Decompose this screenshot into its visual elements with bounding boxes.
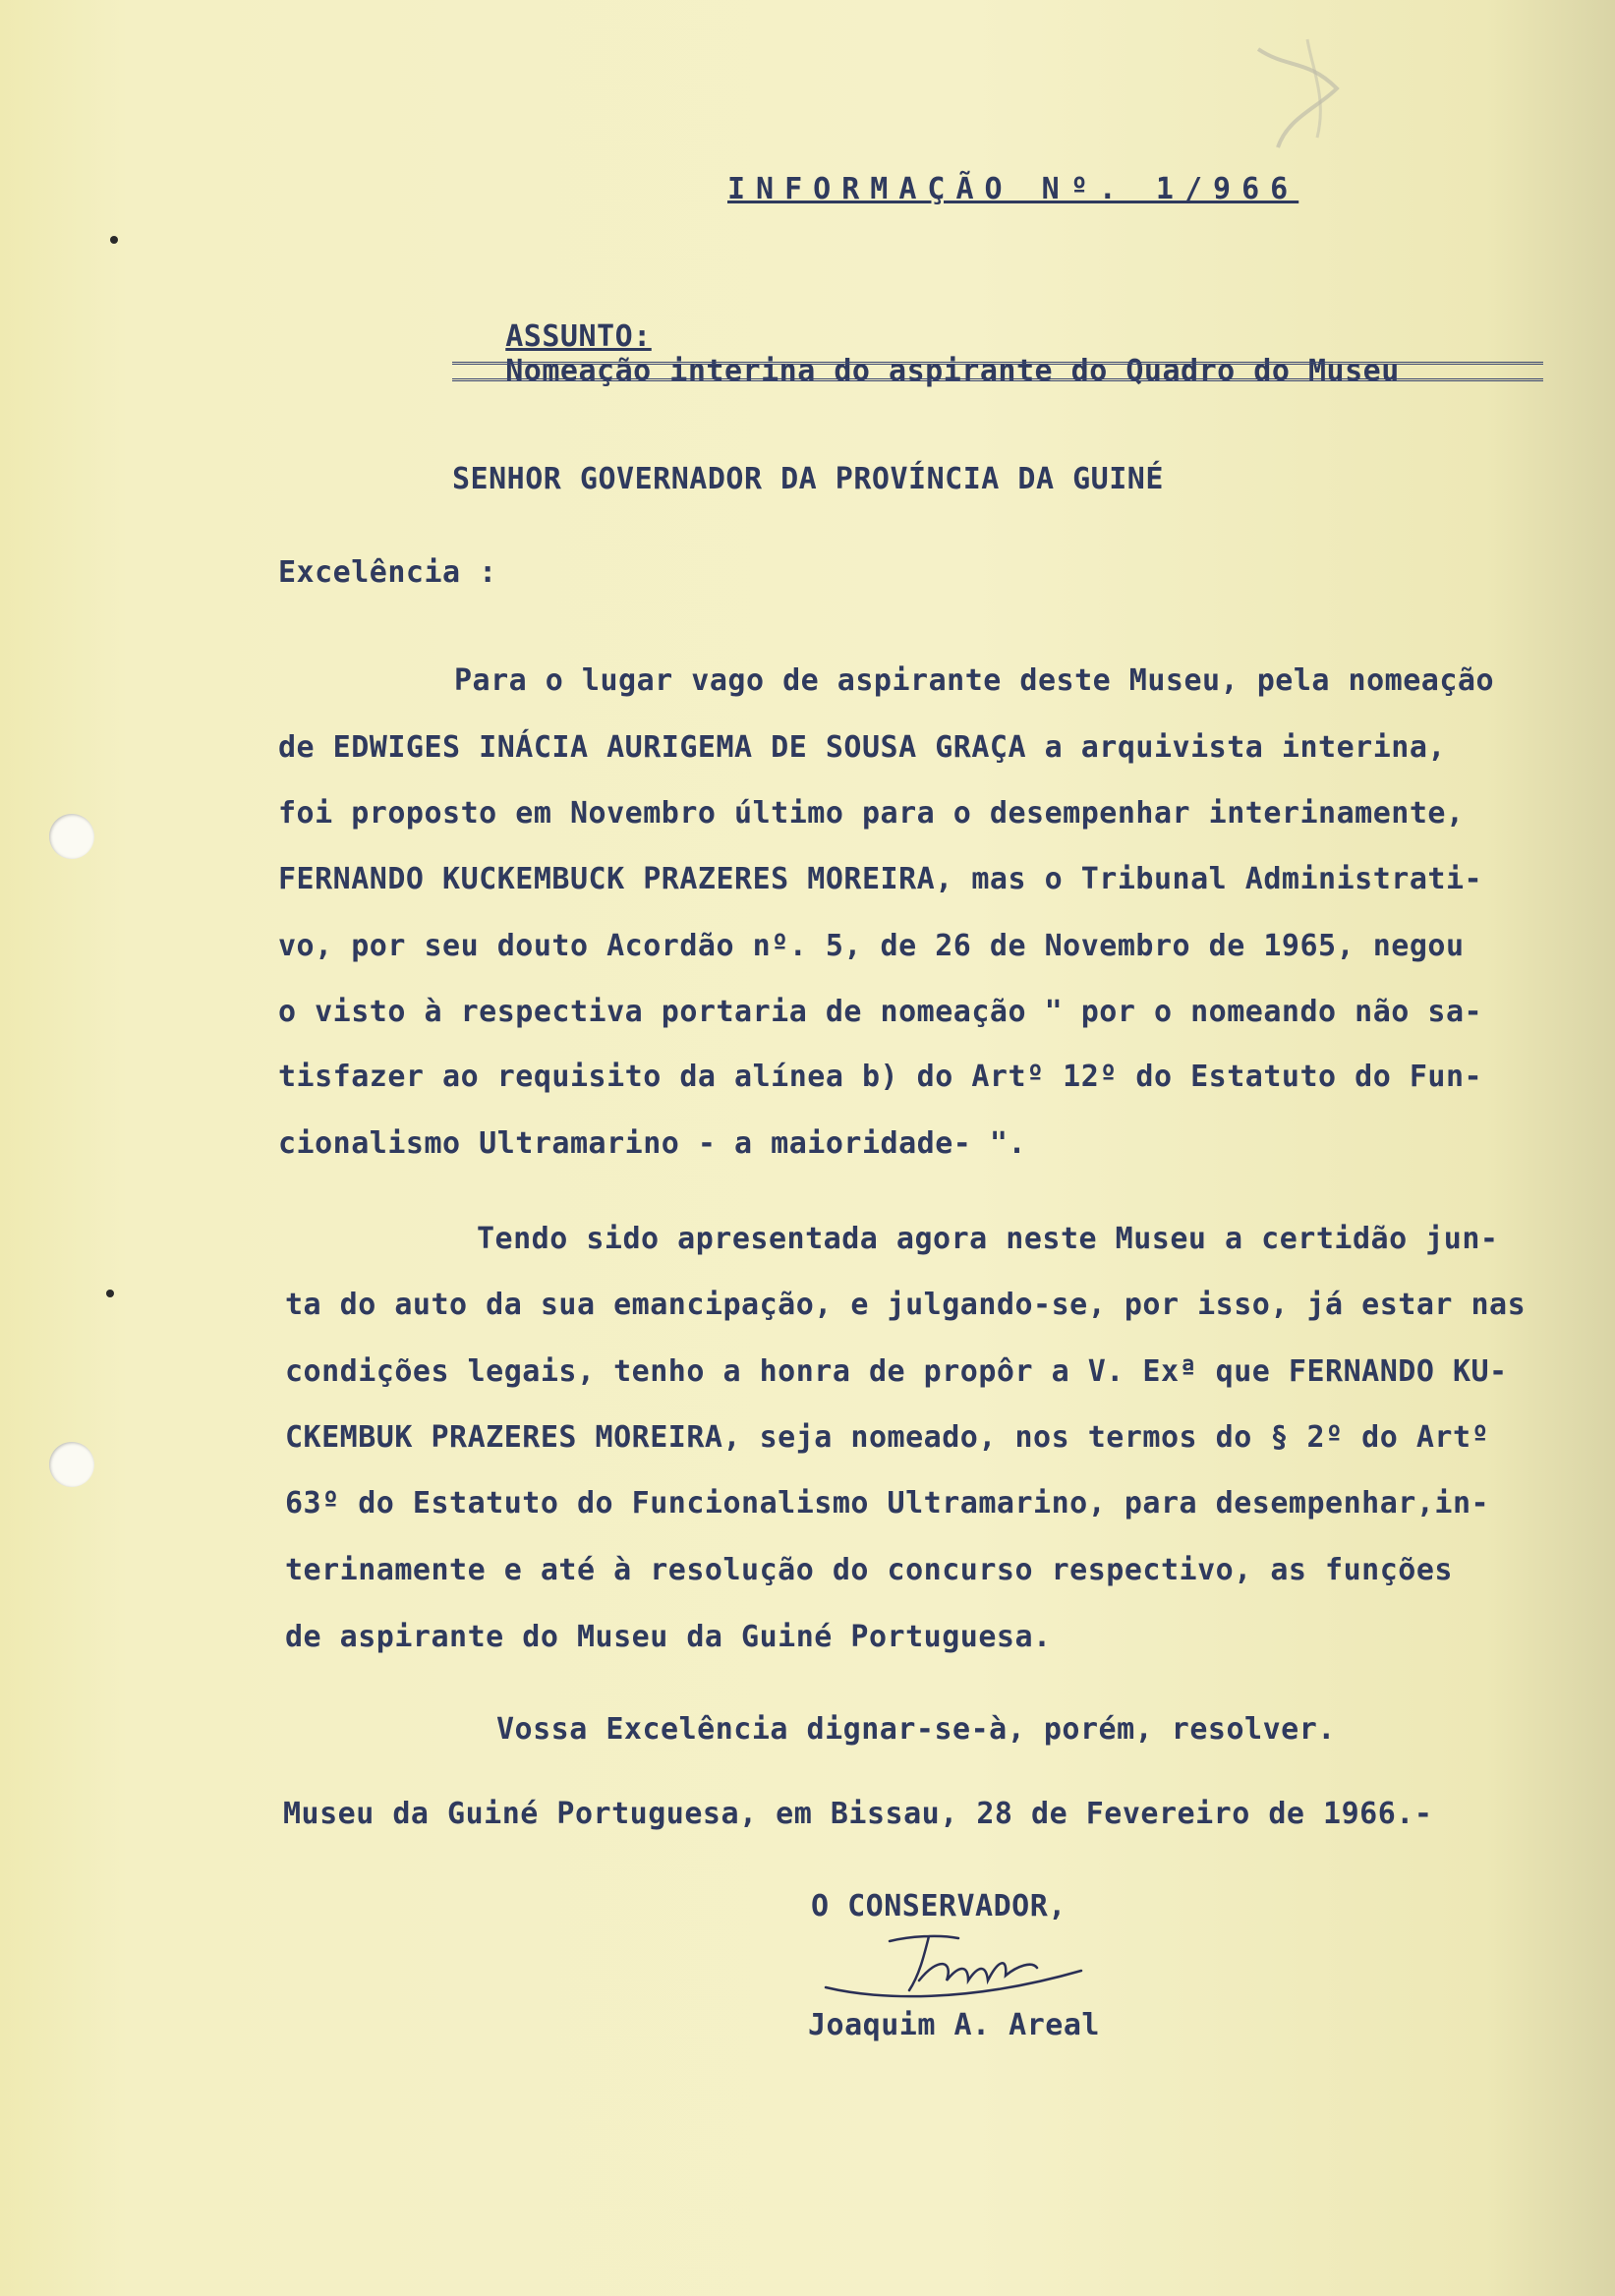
document-title: INFORMAÇÃO Nº. 1/966: [727, 172, 1299, 206]
body-line: Para o lugar vago de aspirante deste Museu, pela nomeação: [454, 663, 1495, 698]
body-line: terinamente e até à resolução do concurso respectivo, as funções: [285, 1553, 1453, 1587]
body-line: cionalismo Ultramarino - a maioridade- ".: [278, 1126, 1027, 1161]
closing-line: Vossa Excelência dignar-se-à, porém, resolver.: [496, 1712, 1336, 1747]
body-line: tisfazer ao requisito da alínea b) do Artº 12º do Estatuto do Fun-: [278, 1060, 1483, 1094]
faded-stamp-mark: [1219, 29, 1396, 167]
ink-dot: [110, 236, 118, 244]
body-line: Tendo sido apresentada agora neste Museu a certidão jun-: [477, 1222, 1499, 1256]
punch-hole-top: [49, 814, 94, 859]
body-line: 63º do Estatuto do Funcionalismo Ultramarino, para desempenhar,in-: [285, 1486, 1490, 1521]
body-line: o visto à respectiva portaria de nomeação " por o nomeando não sa-: [278, 995, 1483, 1029]
punch-hole-bottom: [49, 1442, 94, 1487]
body-line: de aspirante do Museu da Guiné Portuguesa.: [285, 1620, 1052, 1654]
signatory-name: Joaquim A. Areal: [808, 2008, 1100, 2042]
salutation: Excelência :: [278, 555, 497, 590]
body-line: vo, por seu douto Acordão nº. 5, de 26 de Novembro de 1965, negou: [278, 929, 1465, 963]
body-line: de EDWIGES INÁCIA AURIGEMA DE SOUSA GRAÇA a arquivista interina,: [278, 730, 1446, 765]
handwritten-signature: [821, 1926, 1096, 2015]
addressee: SENHOR GOVERNADOR DA PROVÍNCIA DA GUINÉ: [452, 462, 1164, 496]
body-line: ta do auto da sua emancipação, e julgando-se, por isso, já estar nas: [285, 1288, 1527, 1322]
double-rule-divider: [452, 362, 1543, 381]
subject-line: [433, 285, 1400, 423]
body-line: CKEMBUK PRAZERES MOREIRA, seja nomeado, nos termos do § 2º do Artº: [285, 1420, 1490, 1455]
body-line: foi proposto em Novembro último para o desempenhar interinamente,: [278, 796, 1465, 831]
place-date: Museu da Guiné Portuguesa, em Bissau, 28 de Fevereiro de 1966.-: [283, 1797, 1433, 1831]
body-line: FERNANDO KUCKEMBUCK PRAZERES MOREIRA, mas o Tribunal Administrati-: [278, 862, 1483, 896]
subject-label: ASSUNTO:: [505, 319, 652, 354]
ink-dot: [106, 1290, 114, 1297]
subject-text: Nomeação interina do aspirante do Quadro do Museu: [505, 354, 1400, 388]
signatory-role: O CONSERVADOR,: [811, 1889, 1067, 1923]
body-line: condições legais, tenho a honra de propôr a V. Exª que FERNANDO KU-: [285, 1354, 1508, 1389]
